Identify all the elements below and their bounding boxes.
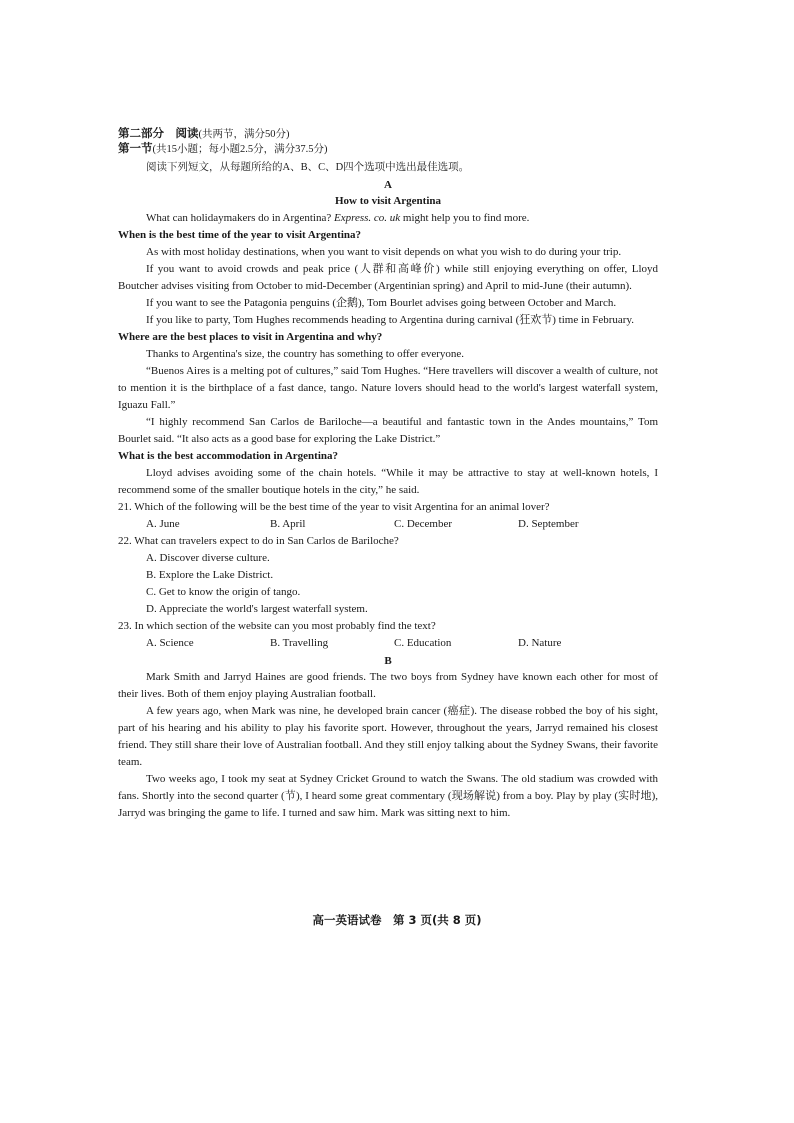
part-heading <box>118 127 658 142</box>
reading-section <box>118 127 658 822</box>
paragraph: If you want to avoid crowds and peak price (人群和高峰价) while still enjoying everything on offer, Lloyd Boutcher advises visiting from October to mid-December (Argentinian spring) and April to mid-June (their autumn). <box>118 263 658 292</box>
option-a: A. Science <box>146 637 194 649</box>
question-22: 22. What can travelers expect to do in San Carlos de Bariloche? <box>118 535 399 547</box>
paragraph: Thanks to Argentina's size, the country has something to offer everyone. <box>146 348 465 360</box>
option-c: C. December <box>394 518 453 530</box>
paragraph: Mark Smith and Jarryd Haines are good friends. The two boys from Sydney have known each other for most of their lives. Both of them enjoy playing Australian football. <box>118 671 658 700</box>
paragraph: As with most holiday destinations, when you want to visit depends on what you wish to do during your trip. <box>146 246 622 258</box>
intro-source: Express. co. uk <box>333 212 401 224</box>
option-a: A. Discover diverse culture. <box>146 552 270 564</box>
section-note: (共15小题；每小题2.5分，满分37.5分) <box>152 144 328 155</box>
directions: 阅读下列短文，从每题所给的A、B、C、D四个选项中选出最佳选项。 <box>146 162 470 173</box>
option-d: D. September <box>518 518 579 530</box>
option-c: C. Education <box>394 637 452 649</box>
question-21: 21. Which of the following will be the best time of the year to visit Argentina for an animal lover? <box>118 501 550 513</box>
option-a: A. June <box>146 518 180 530</box>
passage-a-intro <box>118 210 658 227</box>
option-d: D. Appreciate the world's largest waterfall system. <box>146 603 368 615</box>
part-title: 第二部分 阅读 <box>118 128 199 140</box>
paragraph: If you like to party, Tom Hughes recommends heading to Argentina during carnival (狂欢节) time in February. <box>146 314 635 326</box>
paragraph: Lloyd advises avoiding some of the chain hotels. “While it may be attractive to stay at well-known hotels, I recommend some of the smaller boutique hotels in the city,” he said. <box>118 467 658 496</box>
option-b: B. Travelling <box>270 637 329 649</box>
option-b: B. Explore the Lake District. <box>146 569 274 581</box>
part-note: (共两节，满分50分) <box>198 129 290 140</box>
subheading-best-time: When is the best time of the year to visit Argentina? <box>118 229 361 241</box>
question-21-options <box>118 516 658 533</box>
subheading-best-places: Where are the best places to visit in Argentina and why? <box>118 331 383 343</box>
section-heading <box>118 142 658 157</box>
question-23-options <box>118 635 658 652</box>
paragraph: If you want to see the Patagonia penguins (企鹅), Tom Bourlet advises going between October and March. <box>146 297 617 309</box>
intro-text-end: might help you to find more. <box>400 212 530 224</box>
passage-b-letter: B <box>384 655 392 667</box>
question-23: 23. In which section of the website can you most probably find the text? <box>118 620 436 632</box>
intro-text: What can holidaymakers do in Argentina? <box>146 212 334 224</box>
page-footer: 高一英语试卷 第 3 页(共 8 页) <box>312 913 482 927</box>
paragraph: “I highly recommend San Carlos de Bariloche—a beautiful and fantastic town in the Andes mountains,” Tom Bourlet said. “It also acts as a good base for exploring the Lake District.” <box>118 416 658 445</box>
paragraph: “Buenos Aires is a melting pot of cultures,” said Tom Hughes. “Here travellers will discover a wealth of culture, not to mention it is the birthplace of a fast dance, tango. Nature lovers should head to the world's largest waterfall system, Iguazu Fall.” <box>118 365 658 411</box>
option-c: C. Get to know the origin of tango. <box>146 586 301 598</box>
option-d: D. Nature <box>518 637 562 649</box>
passage-a-letter: A <box>384 179 392 191</box>
paragraph: Two weeks ago, I took my seat at Sydney Cricket Ground to watch the Swans. The old stadium was crowded with fans. Shortly into the second quarter (节), I heard some great commentary (现场解说) from a boy. Play by play (实时地), Jarryd was bringing the game to life. I turned and saw him. Mark was sitting next to him. <box>118 773 658 819</box>
subheading-accommodation: What is the best accommodation in Argentina? <box>118 450 338 462</box>
passage-a-title: How to visit Argentina <box>334 195 442 207</box>
section-title: 第一节 <box>118 143 153 155</box>
paragraph: A few years ago, when Mark was nine, he developed brain cancer (癌症). The disease robbed the boy of his sight, part of his hearing and his ability to play his favorite sport. However, throughout the years, Jarryd remained his closest friend. They still share their love of Australian football. And they still enjoy talking about the Sydney Swans, their favorite team. <box>118 705 658 768</box>
option-b: B. April <box>270 518 306 530</box>
